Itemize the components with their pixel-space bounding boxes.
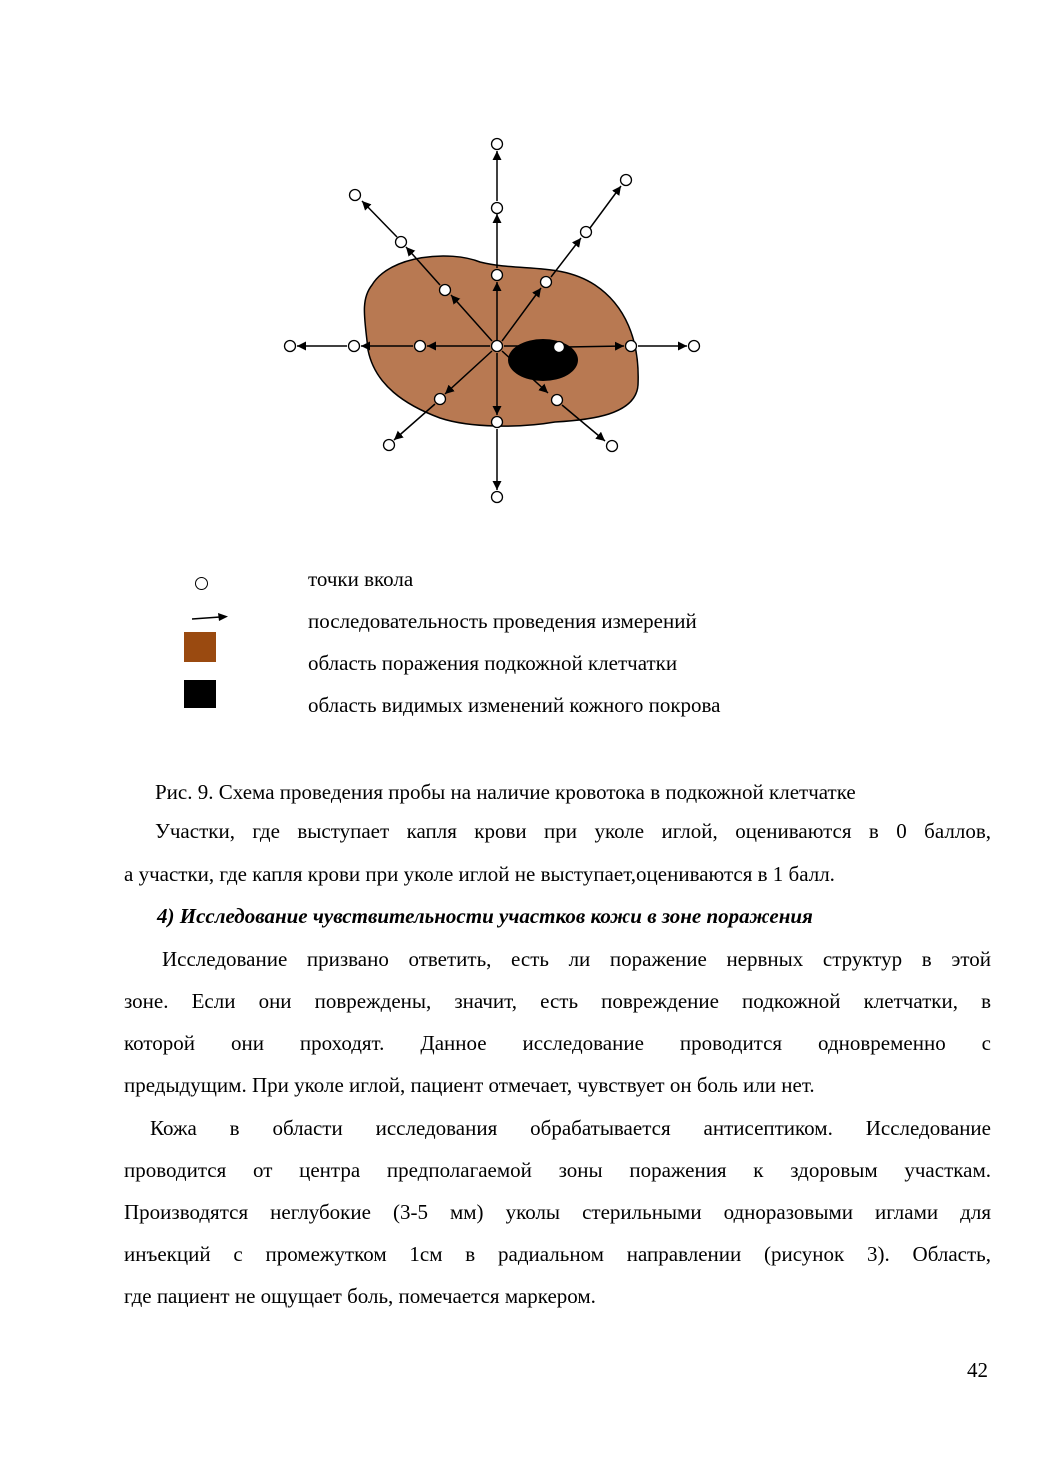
injection-point [435, 394, 446, 405]
injection-point [554, 342, 565, 353]
paragraph-3-line-3: Производятся неглубокие (3-5 мм) уколы стерильными одноразовыми иглами для [124, 1200, 991, 1224]
legend-label-visible-change-area: область видимых изменений кожного покрова [308, 693, 721, 717]
section-heading: 4) Исследование чувствительности участков кожи в зоне поражения [157, 904, 813, 928]
injection-point [621, 175, 632, 186]
paragraph-2-line-4: предыдущим. При уколе иглой, пациент отмечает, чувствует он боль или нет. [124, 1073, 815, 1097]
paragraph-3-line-4: инъекций с промежутком 1см в радиальном направлении (рисунок 3). Область, [124, 1242, 991, 1266]
injection-point [626, 341, 637, 352]
paragraph-3-line-1: Кожа в области исследования обрабатывается антисептиком. Исследование [150, 1116, 991, 1140]
injection-point [492, 341, 503, 352]
paragraph-2-line-1: Исследование призвано ответить, есть ли поражение нервных структур в этой [162, 947, 991, 971]
injection-point [349, 341, 360, 352]
paragraph-1-line-1: Участки, где выступает капля крови при уколе иглой, оцениваются в 0 баллов, [155, 819, 991, 843]
injection-point [581, 227, 592, 238]
injection-point [396, 237, 407, 248]
injection-point [607, 441, 618, 452]
paragraph-2-line-3: которой они проходят. Данное исследование проводится одновременно с [124, 1031, 991, 1055]
page-number: 42 [967, 1358, 988, 1382]
paragraph-1-line-2: а участки, где капля крови при уколе иглой не выступает,оцениваются в 1 балл. [124, 862, 835, 886]
injection-point [492, 417, 503, 428]
injection-point [552, 395, 563, 406]
injection-point [689, 341, 700, 352]
injection-point [384, 440, 395, 451]
injection-point-icon [195, 577, 208, 590]
injection-point [492, 139, 503, 150]
injection-point [440, 285, 451, 296]
lesion-area [364, 256, 638, 426]
radial-injection-diagram [270, 125, 720, 515]
injection-point [415, 341, 426, 352]
figure-caption: Рис. 9. Схема проведения пробы на наличие кровотока в подкожной клетчатке [155, 780, 856, 804]
injection-point [541, 277, 552, 288]
paragraph-3-line-5: где пациент не ощущает боль, помечается маркером. [124, 1284, 596, 1308]
injection-point [285, 341, 296, 352]
paragraph-3-line-2: проводится от центра предполагаемой зоны поражения к здоровым участкам. [124, 1158, 991, 1182]
legend-label-lesion-area: область поражения подкожной клетчатки [308, 651, 678, 675]
injection-point [492, 203, 503, 214]
paragraph-2-line-2: зоне. Если они повреждены, значит, есть повреждение подкожной клетчатки, в [124, 989, 991, 1013]
black-square-icon [184, 680, 216, 708]
injection-point [350, 190, 361, 201]
legend-label-measurement-sequence: последовательность проведения измерений [308, 609, 697, 633]
legend-label-injection-points: точки вкола [308, 567, 414, 591]
arrow-icon [190, 611, 230, 625]
injection-point [492, 492, 503, 503]
brown-square-icon [184, 632, 216, 662]
injection-point [492, 270, 503, 281]
